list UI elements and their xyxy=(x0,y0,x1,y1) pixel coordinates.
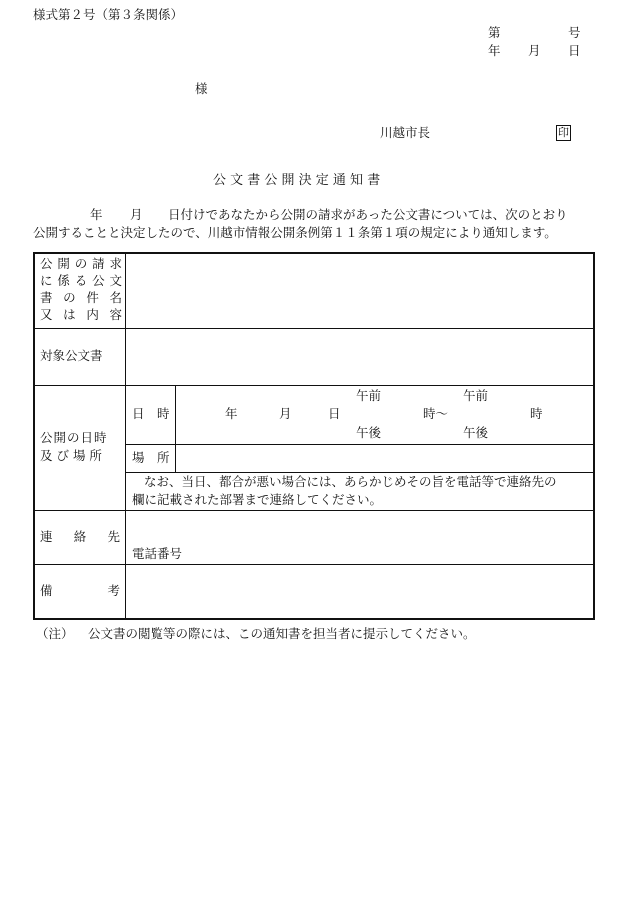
footnote-text: 公文書の閲覧等の際には、この通知書を担当者に提示してください。 xyxy=(88,626,476,641)
target-document-label: 対象公文書 xyxy=(40,348,103,363)
request-subject-field[interactable] xyxy=(127,256,591,326)
target-document-field[interactable] xyxy=(127,330,591,383)
footnote-marker: （注） xyxy=(36,626,74,641)
hour-to: 時 xyxy=(530,406,543,421)
hour-from: 時～ xyxy=(423,406,449,421)
doc-number-prefix: 第 xyxy=(488,25,501,40)
place-label: 場 所 xyxy=(132,450,170,465)
body-month: 月 xyxy=(130,207,143,222)
request-subject-label-line: に 係 る 公 文 xyxy=(40,273,122,288)
pm-option-end[interactable]: 午後 xyxy=(463,425,489,440)
notice-form-table xyxy=(33,252,595,620)
datetime-place-label-line: 公開の日時 xyxy=(40,430,108,445)
doc-date-year: 年 xyxy=(488,43,501,58)
disclosure-month: 月 xyxy=(279,406,292,421)
remarks-field[interactable] xyxy=(127,566,591,616)
doc-number-suffix: 号 xyxy=(568,25,581,40)
pm-option-start[interactable]: 午後 xyxy=(356,425,382,440)
disclosure-day: 日 xyxy=(328,406,341,421)
request-subject-label-line: 又 は 内 容 xyxy=(40,307,122,322)
body-year: 年 xyxy=(90,207,103,222)
body-line-2: 公開することと決定したので、川越市情報公開条例第１１条第１項の規定により通知します。 xyxy=(33,225,557,240)
doc-date-day: 日 xyxy=(568,43,581,58)
body-line-1: 日付けであなたから公開の請求があった公文書については、次のとおり xyxy=(168,207,568,222)
contact-label: 連 絡 先 xyxy=(40,529,120,544)
request-subject-label xyxy=(40,258,122,326)
am-option-start[interactable]: 午前 xyxy=(356,388,382,403)
remarks-label: 備 考 xyxy=(40,583,120,598)
contact-note-line-1: なお、当日、都合が悪い場合には、あらかじめその旨を電話等で連絡先の xyxy=(144,474,557,489)
document-title: 公 文 書 公 開 決 定 通 知 書 xyxy=(213,173,381,188)
contact-note-line-2: 欄に記載された部署まで連絡してください。 xyxy=(132,492,383,507)
issuer-name: 川越市長 xyxy=(380,125,431,140)
disclosure-year: 年 xyxy=(225,406,238,421)
datetime-label: 日 時 xyxy=(132,406,170,421)
seal-mark: 印 xyxy=(558,126,569,139)
doc-date-month: 月 xyxy=(528,43,541,58)
place-field[interactable] xyxy=(177,446,591,471)
request-subject-label-line: 公 開 の 請 求 xyxy=(40,256,122,271)
am-option-end[interactable]: 午前 xyxy=(463,388,489,403)
datetime-place-label-line: 及 び 場 所 xyxy=(40,448,102,463)
request-subject-label-line: 書 の 件 名 xyxy=(40,290,122,305)
phone-number-label: 電話番号 xyxy=(132,546,183,561)
disclosure-datetime-place-label xyxy=(40,432,122,468)
contact-field[interactable] xyxy=(127,512,591,544)
form-number-label: 様式第２号（第３条関係） xyxy=(33,7,184,22)
addressee-honorific: 様 xyxy=(195,81,208,96)
